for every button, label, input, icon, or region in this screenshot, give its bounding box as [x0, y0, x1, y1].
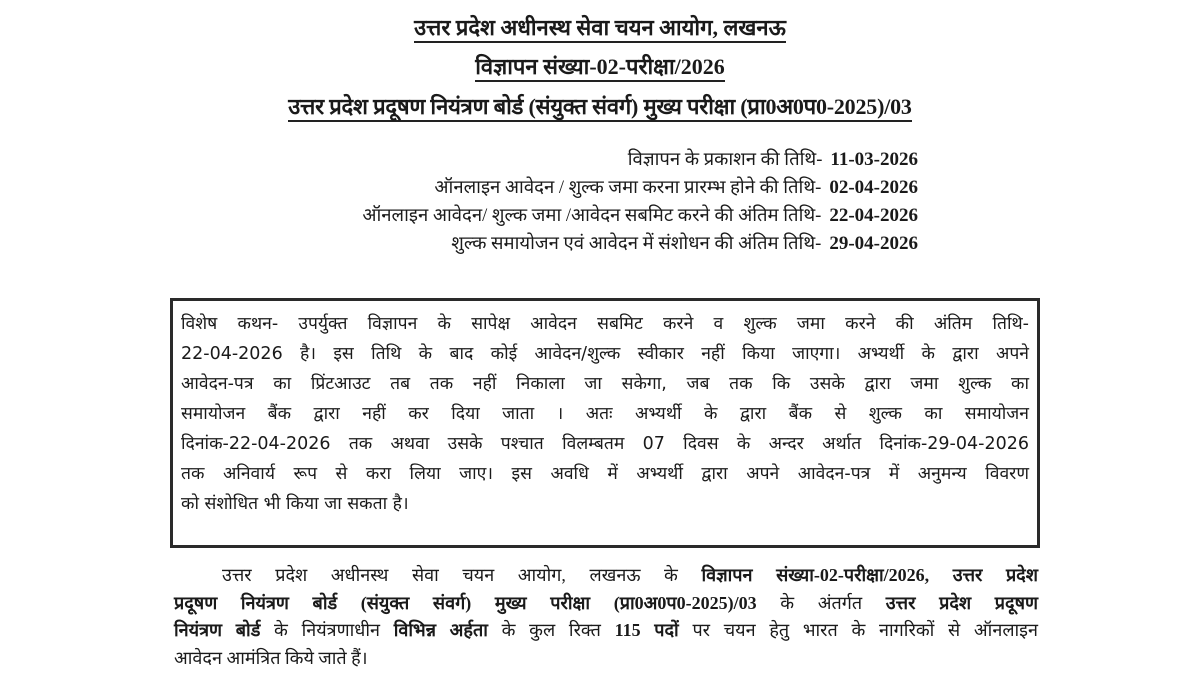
note-line: दिनांक-22-04-2026 तक अथवा उसके पश्चात विलम्बतम 07 दिवस के अन्दर अर्थात दिनांक-29-04-2026 [181, 434, 1029, 454]
advertisement-number: विज्ञापन संख्या-02-परीक्षा/2026 [475, 54, 725, 82]
para-text: के नियंत्रणाधीन [260, 620, 394, 640]
para-bold-text: 115 पदों [614, 620, 679, 640]
date-label: विज्ञापन के प्रकाशन की तिथि- [627, 150, 823, 170]
date-row-publication [362, 146, 918, 174]
exam-title-heading [0, 93, 1200, 121]
note-line: 22-04-2026 है। इस तिथि के बाद कोई आवेदन/शुल्क स्वीकार नहीं किया जाएगा। अभ्यर्थी के द्वारा अपने [181, 344, 1029, 364]
date-row-application-last [362, 202, 918, 230]
date-label: ऑनलाइन आवेदन / शुल्क जमा करना प्रारम्भ होने की तिथि- [434, 178, 822, 198]
advertisement-number-heading [0, 53, 1200, 81]
para-line [174, 562, 1038, 590]
note-line: विशेष कथन- उपर्युक्त विज्ञापन के सापेक्ष आवेदन सबमिट करने व शुल्क जमा करने की अंतिम तिथि- [181, 314, 1029, 334]
date-value: 22-04-2026 [829, 205, 918, 226]
special-note-box [170, 298, 1040, 548]
para-text: के कुल रिक्त [487, 620, 615, 640]
para-bold-text: विभिन्न अर्हता [393, 620, 488, 640]
date-value: 02-04-2026 [829, 177, 918, 198]
important-dates [362, 146, 918, 258]
para-bold-text: विज्ञापन संख्या-02-परीक्षा/2026, उत्तर प्रदेश [701, 565, 1038, 585]
date-value: 29-04-2026 [829, 233, 918, 254]
date-value: 11-03-2026 [830, 149, 918, 170]
date-label: ऑनलाइन आवेदन/ शुल्क जमा /आवेदन सबमिट करने की अंतिम तिथि- [362, 206, 822, 226]
organization-heading [0, 14, 1200, 42]
para-bold-text: नियंत्रण बोर्ड [174, 620, 261, 640]
para-line [174, 617, 1038, 645]
date-row-correction-last [362, 230, 918, 258]
note-line: को संशोधित भी किया जा सकता है। [181, 494, 409, 514]
note-line: आवेदन-पत्र का प्रिंटआउट तब तक नहीं निकाला जा सकेगा, जब तक कि उसके द्वारा जमा शुल्क का [181, 374, 1029, 394]
organization-name: उत्तर प्रदेश अधीनस्थ सेवा चयन आयोग, लखनऊ [414, 15, 786, 43]
para-text: उत्तर प्रदेश अधीनस्थ सेवा चयन आयोग, लखनऊ के [222, 565, 702, 585]
date-row-application-start [362, 174, 918, 202]
note-line: समायोजन बैंक द्वारा नहीं कर दिया जाता । अतः अभ्यर्थी के द्वारा बैंक से शुल्क का समायोजन [181, 404, 1029, 424]
para-bold-text: प्रदूषण नियंत्रण बोर्ड (संयुक्त संवर्ग) मुख्य परीक्षा (प्रा0अ0प0-2025)/03 [174, 592, 757, 613]
para-text: के अंतर्गत [756, 592, 886, 613]
para-text: पर चयन हेतु भारत के नागरिकों से ऑनलाइन [678, 620, 1039, 640]
para-text: आवेदन आमंत्रित किये जाते हैं। [174, 647, 368, 668]
exam-title: उत्तर प्रदेश प्रदूषण नियंत्रण बोर्ड (संयुक्त संवर्ग) मुख्य परीक्षा (प्रा0अ0प0-2025)/03 [288, 94, 911, 122]
intro-paragraph [174, 562, 1038, 672]
para-line [174, 590, 1038, 618]
date-label: शुल्क समायोजन एवं आवेदन में संशोधन की अंतिम तिथि- [451, 234, 822, 254]
cut-off-next-line [174, 690, 1038, 700]
special-note-text [181, 309, 1029, 519]
note-line: तक अनिवार्य रूप से करा लिया जाए। इस अवधि में अभ्यर्थी द्वारा अपने आवेदन-पत्र में अनुमन्य विवरण [181, 464, 1029, 484]
para-line [174, 645, 1038, 673]
para-bold-text: उत्तर प्रदेश प्रदूषण [885, 592, 1039, 613]
